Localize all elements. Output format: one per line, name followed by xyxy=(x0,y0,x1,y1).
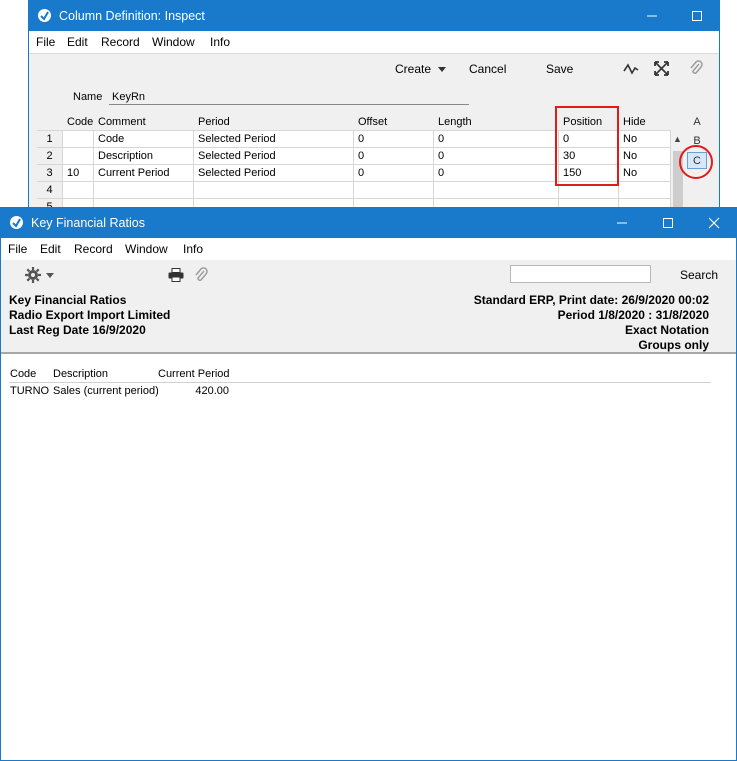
report-period: Period 1/8/2020 : 31/8/2020 xyxy=(557,308,709,322)
cell-period[interactable]: Selected Period xyxy=(194,148,354,165)
menu-info[interactable]: Info xyxy=(210,35,231,49)
cell-length[interactable]: 0 xyxy=(434,165,559,182)
cell-period[interactable] xyxy=(194,182,354,199)
column-definition-window xyxy=(28,0,720,215)
tab-c[interactable]: C xyxy=(687,152,707,169)
gear-icon xyxy=(25,267,41,283)
kfr-titlebar[interactable] xyxy=(1,208,736,238)
expand-icon[interactable] xyxy=(654,61,669,76)
chevron-down-icon xyxy=(438,67,446,73)
tab-a[interactable]: A xyxy=(693,116,701,128)
cell-offset[interactable]: 0 xyxy=(354,131,434,148)
print-icon[interactable] xyxy=(168,268,184,282)
chevron-down-icon xyxy=(46,273,54,279)
header-period[interactable]: Period xyxy=(194,114,354,131)
header-comment[interactable]: Comment xyxy=(94,114,194,131)
cell-offset[interactable]: 0 xyxy=(354,165,434,182)
cell-comment[interactable]: Description xyxy=(94,148,194,165)
cell-offset[interactable] xyxy=(354,182,434,199)
activity-icon[interactable] xyxy=(623,62,639,76)
cell-position[interactable]: 30 xyxy=(559,148,619,165)
header-code[interactable]: Code xyxy=(63,114,98,131)
maximize-button[interactable] xyxy=(645,208,691,238)
cell-length[interactable]: 0 xyxy=(434,148,559,165)
header-position[interactable]: Position xyxy=(559,114,619,131)
menu-info[interactable]: Info xyxy=(183,242,204,256)
menu-bar xyxy=(1,238,736,260)
menu-file[interactable]: File xyxy=(36,35,56,49)
cell-period[interactable]: Selected Period xyxy=(194,131,354,148)
paperclip-icon[interactable] xyxy=(689,60,703,77)
cell-hide[interactable] xyxy=(619,182,671,199)
app-logo-icon xyxy=(37,8,52,23)
scroll-up-icon[interactable]: ▲ xyxy=(673,134,682,144)
menu-edit[interactable]: Edit xyxy=(40,242,61,256)
cell-length[interactable] xyxy=(434,182,559,199)
col-header-current-period: Current Period xyxy=(158,368,230,380)
row-number: 4 xyxy=(37,182,63,199)
close-icon xyxy=(708,217,720,229)
cancel-button[interactable]: Cancel xyxy=(469,62,507,76)
header-rownum xyxy=(37,114,63,131)
menu-record[interactable]: Record xyxy=(101,35,140,49)
cell-comment[interactable] xyxy=(94,182,194,199)
minimize-button[interactable] xyxy=(599,208,645,238)
menu-record[interactable]: Record xyxy=(74,242,113,256)
settings-menu-button[interactable] xyxy=(25,267,54,286)
cell-hide[interactable]: No xyxy=(619,131,671,148)
row-number: 1 xyxy=(37,131,63,148)
maximize-icon xyxy=(662,217,674,229)
window-title: Key Financial Ratios xyxy=(31,216,145,230)
groups-only: Groups only xyxy=(638,338,709,352)
cell-code[interactable] xyxy=(63,131,94,148)
app-logo-icon xyxy=(9,215,24,230)
header-hide[interactable]: Hide xyxy=(619,114,671,131)
row-number: 2 xyxy=(37,148,63,165)
position-column-highlight xyxy=(555,106,619,186)
minimize-button[interactable] xyxy=(629,1,675,31)
cell-hide[interactable]: No xyxy=(619,148,671,165)
cell-offset[interactable]: 0 xyxy=(354,148,434,165)
last-reg-date: Last Reg Date 16/9/2020 xyxy=(9,323,146,337)
cell-position[interactable]: 0 xyxy=(559,131,619,148)
window-title: Column Definition: Inspect xyxy=(59,9,205,23)
tab-c-highlight-circle xyxy=(679,145,713,179)
row-code[interactable]: TURNO xyxy=(10,385,50,397)
create-label: Create xyxy=(395,62,432,76)
row-description: Sales (current period) xyxy=(53,385,159,397)
minimize-icon xyxy=(616,217,628,229)
search-input[interactable] xyxy=(510,265,651,283)
cell-position[interactable]: 150 xyxy=(559,165,619,182)
cell-hide[interactable]: No xyxy=(619,165,671,182)
minimize-icon xyxy=(646,10,658,22)
cell-comment[interactable]: Current Period xyxy=(94,165,194,182)
menu-window[interactable]: Window xyxy=(152,35,195,49)
cell-length[interactable]: 0 xyxy=(434,131,559,148)
report-title: Key Financial Ratios xyxy=(9,293,127,307)
create-button[interactable] xyxy=(395,62,446,76)
cell-period[interactable]: Selected Period xyxy=(194,165,354,182)
save-button[interactable]: Save xyxy=(546,62,574,76)
name-field[interactable]: KeyRn xyxy=(109,89,469,105)
company-name: Radio Export Import Limited xyxy=(9,308,171,322)
cell-code[interactable]: 10 xyxy=(63,165,94,182)
header-divider xyxy=(9,382,711,383)
print-date: Standard ERP, Print date: 26/9/2020 00:02 xyxy=(473,293,709,307)
menu-file[interactable]: File xyxy=(8,242,28,256)
column-definition-titlebar[interactable] xyxy=(29,1,719,31)
menu-edit[interactable]: Edit xyxy=(67,35,88,49)
toolbar xyxy=(1,260,736,290)
toolbar xyxy=(29,53,719,83)
close-button[interactable] xyxy=(719,1,720,31)
close-button[interactable] xyxy=(691,208,737,238)
tab-b[interactable]: B xyxy=(693,135,701,147)
col-header-description: Description xyxy=(53,368,109,380)
cell-code[interactable] xyxy=(63,182,94,199)
key-financial-ratios-window xyxy=(0,207,737,761)
header-length[interactable]: Length xyxy=(434,114,559,131)
menu-window[interactable]: Window xyxy=(125,242,168,256)
cell-code[interactable] xyxy=(63,148,94,165)
col-header-code: Code xyxy=(10,368,37,380)
maximize-button[interactable] xyxy=(674,1,720,31)
name-label: Name xyxy=(73,91,103,103)
paperclip-icon[interactable] xyxy=(194,267,208,284)
search-button[interactable]: Search xyxy=(680,268,719,282)
row-current-period: 420.00 xyxy=(195,385,229,397)
report-header xyxy=(1,290,736,354)
row-number: 3 xyxy=(37,165,63,182)
cell-comment[interactable]: Code xyxy=(94,131,194,148)
maximize-icon xyxy=(691,10,703,22)
header-offset[interactable]: Offset xyxy=(354,114,434,131)
notation: Exact Notation xyxy=(624,323,709,337)
menu-bar xyxy=(29,31,719,53)
